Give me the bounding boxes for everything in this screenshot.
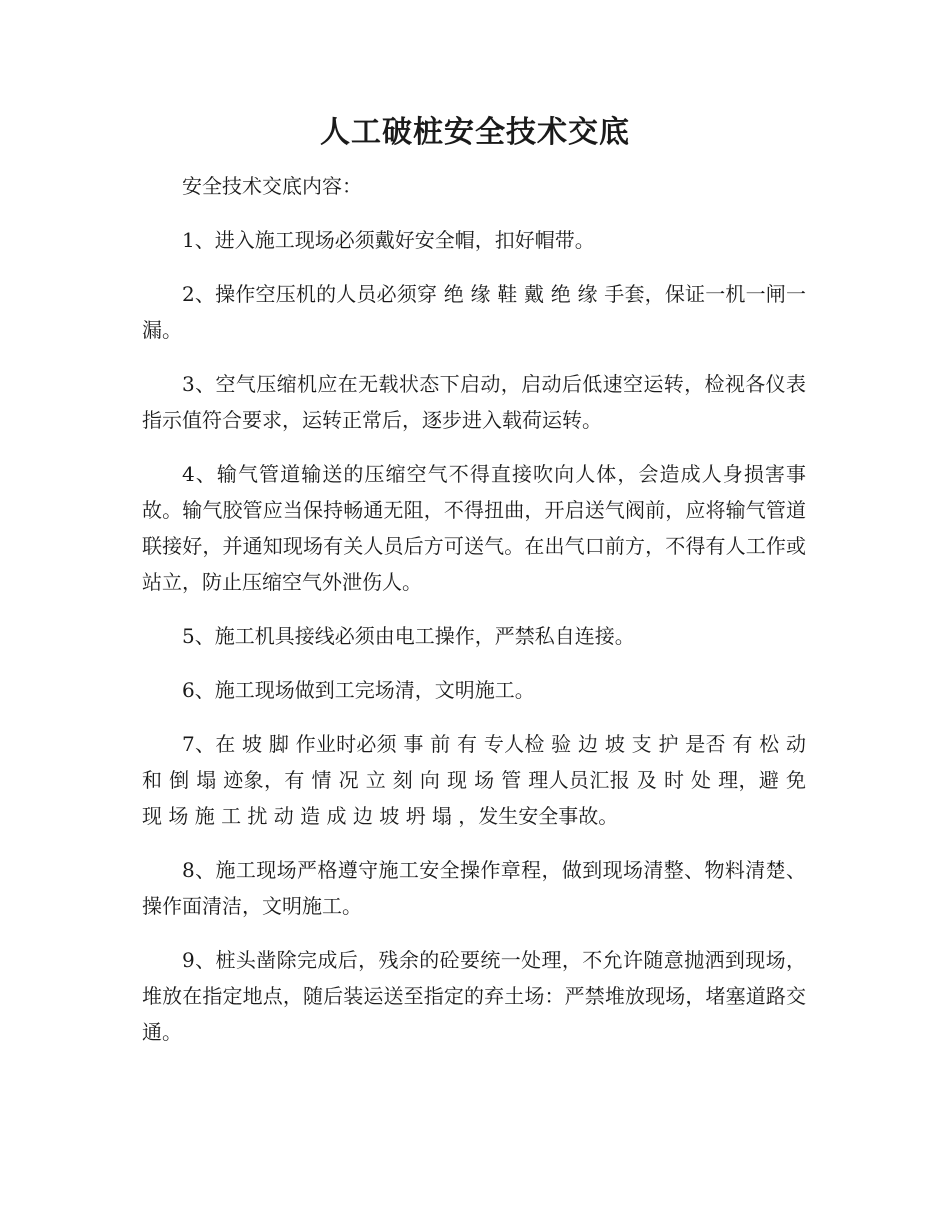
item-paragraph-4: 4、输气管道输送的压缩空气不得直接吹向人体，会造成人身损害事故。输气胶管应当保持畅通无阻，不得扭曲，开启送气阀前，应将输气管道联接好，并通知现场有关人员后方可送气。在出气口前方，不得有人工作或站立，防止压缩空气外泄伤人。 bbox=[142, 462, 806, 594]
item-paragraph-1: 1、进入施工现场必须戴好安全帽，扣好帽带。 bbox=[182, 228, 595, 252]
item-paragraph-5: 5、施工机具接线必须由电工操作，严禁私自连接。 bbox=[182, 624, 635, 648]
document-title: 人工破桩安全技术交底 bbox=[320, 115, 630, 150]
item-paragraph-7: 7、在 坡 脚 作业时必须 事 前 有 专人检 验 边 坡 支 护 是否 有 松 动和 倒 塌 迹象，有 情 况 立 刻 向 现 场 管 理人员汇报 及 时 处 理，避 免 现 场 施 工 扰 动 造 成 边 坡 坍 塌 ，发生安全事故。 bbox=[142, 732, 806, 828]
intro-paragraph: 安全技术交底内容： bbox=[182, 174, 362, 198]
item-paragraph-6: 6、施工现场做到工完场清，文明施工。 bbox=[182, 678, 535, 702]
item-paragraph-2: 2、操作空压机的人员必须穿 绝 缘 鞋 戴 绝 缘 手套，保证一机一闸一漏。 bbox=[142, 282, 806, 342]
item-paragraph-9: 9、桩头凿除完成后，残余的砼要统一处理，不允许随意抛洒到现场，堆放在指定地点，随后装运送至指定的弃土场：严禁堆放现场，堵塞道路交通。 bbox=[142, 948, 806, 1044]
item-paragraph-3: 3、空气压缩机应在无载状态下启动，启动后低速空运转，检视各仪表指示值符合要求，运转正常后，逐步进入载荷运转。 bbox=[142, 372, 806, 432]
document-body bbox=[142, 168, 806, 1068]
item-paragraph-8: 8、施工现场严格遵守施工安全操作章程，做到现场清整、物料清楚、操作面清洁，文明施工。 bbox=[142, 858, 806, 918]
